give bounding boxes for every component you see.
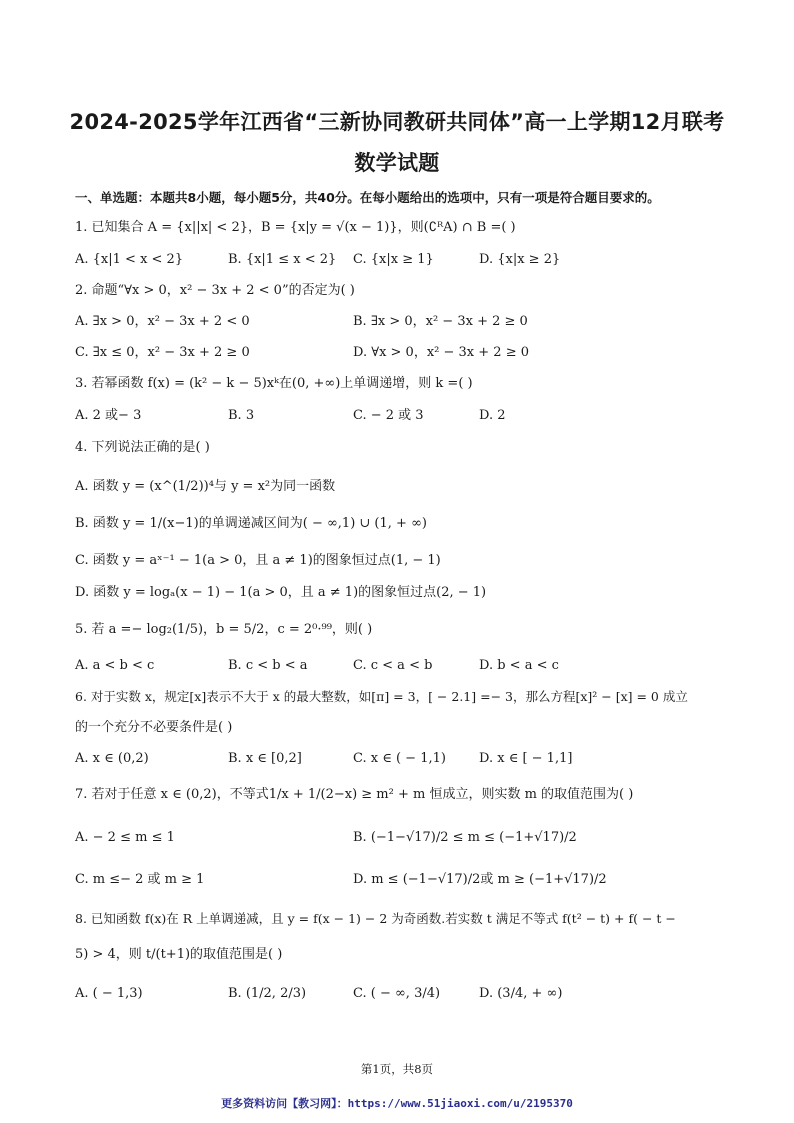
q7-option-a: A. − 2 ≤ m ≤ 1 [75,830,175,845]
question-6-stem-line2: 的一个充分不必要条件是( ) [75,720,233,735]
promo-link[interactable]: https://www.51jiaoxi.com/u/2195370 [347,1097,573,1110]
q2-option-a: A. ∃x > 0，x² − 3x + 2 < 0 [75,314,250,329]
q7-option-c: C. m ≤− 2 或 m ≥ 1 [75,872,205,887]
q1-option-a: A. {x|1 < x < 2} [75,252,184,267]
q2-option-c: C. ∃x ≤ 0，x² − 3x + 2 ≥ 0 [75,345,250,360]
question-6-stem-line1: 6. 对于实数 x，规定[x]表示不大于 x 的最大整数，如[π] = 3，[ − 2.1] =− 3，那么方程[x]² − [x] = 0 成立 [75,689,688,704]
page-subtitle: 数学试题 [354,151,440,175]
q4-option-b: B. 函数 y = 1/(x−1)的单调递减区间为( − ∞,1) ∪ (1, + ∞) [75,516,427,531]
q5-option-b: B. c < b < a [228,658,308,673]
q2-option-d: D. ∀x > 0，x² − 3x + 2 ≥ 0 [353,345,529,360]
q7-option-b: B. (−1−√17)/2 ≤ m ≤ (−1+√17)/2 [353,830,577,845]
question-7-stem: 7. 若对于任意 x ∈ (0,2)，不等式1/x + 1/(2−x) ≥ m² + m 恒成立，则实数 m 的取值范围为( ) [75,787,634,802]
promo-text: 更多资料访问【教习网】： [221,1097,348,1110]
q3-option-a: A. 2 或− 3 [75,408,142,423]
question-4-stem: 4. 下列说法正确的是( ) [75,440,210,455]
promo-line [0,1095,794,1111]
section-heading: 一、单选题：本题共8小题，每小题5分，共40分。在每小题给出的选项中，只有一项是符合题目要求的。 [75,190,660,205]
page-number: 第1页，共8页 [360,1062,434,1076]
q6-option-b: B. x ∈ [0,2] [228,751,302,766]
question-8-stem-line1: 8. 已知函数 f(x)在 R 上单调递减，且 y = f(x − 1) − 2 为奇函数.若实数 t 满足不等式 f(t² − t) + f( − t − [75,911,676,926]
q7-option-d: D. m ≤ (−1−√17)/2或 m ≥ (−1+√17)/2 [353,872,607,887]
q4-option-a: A. 函数 y = (x^(1/2))⁴与 y = x²为同一函数 [75,479,336,494]
question-5-stem: 5. 若 a =− log₂(1/5)，b = 5/2，c = 2⁰·⁹⁹，则( ) [75,622,373,637]
q2-option-b: B. ∃x > 0，x² − 3x + 2 ≥ 0 [353,314,528,329]
q5-option-d: D. b < a < c [479,658,559,673]
q8-option-a: A. ( − 1,3) [75,986,143,1001]
question-1-stem: 1. 已知集合 A = {x||x| < 2}，B = {x|y = √(x − 1)}，则(∁ᴿA) ∩ B =( ) [75,220,516,235]
q1-option-d: D. {x|x ≥ 2} [479,252,561,267]
page-title: 2024-2025学年江西省“三新协同教研共同体”高一上学期12月联考 [69,110,725,134]
q8-option-c: C. ( − ∞, 3/4) [353,986,441,1001]
q6-option-a: A. x ∈ (0,2) [75,751,149,766]
q3-option-b: B. 3 [228,408,255,423]
q8-option-d: D. (3/4, + ∞) [479,986,563,1001]
q5-option-a: A. a < b < c [75,658,155,673]
q1-option-b: B. {x|1 ≤ x < 2} [228,252,337,267]
question-3-stem: 3. 若幂函数 f(x) = (k² − k − 5)xᵏ在(0, +∞)上单调递增，则 k =( ) [75,376,473,391]
question-2-stem: 2. 命题“∀x > 0，x² − 3x + 2 < 0”的否定为( ) [75,283,355,298]
q3-option-c: C. − 2 或 3 [353,408,424,423]
q8-option-b: B. (1/2, 2/3) [228,986,307,1001]
q4-option-d: D. 函数 y = logₐ(x − 1) − 1(a > 0，且 a ≠ 1)的图象恒过点(2, − 1) [75,585,487,600]
q5-option-c: C. c < a < b [353,658,433,673]
q4-option-c: C. 函数 y = aˣ⁻¹ − 1(a > 0，且 a ≠ 1)的图象恒过点(1, − 1) [75,553,441,568]
q6-option-d: D. x ∈ [ − 1,1] [479,751,573,766]
q6-option-c: C. x ∈ ( − 1,1) [353,751,446,766]
q1-option-c: C. {x|x ≥ 1} [353,252,434,267]
question-8-stem-line2: 5) > 4，则 t/(t+1)的取值范围是( ) [75,947,283,962]
q3-option-d: D. 2 [479,408,506,423]
